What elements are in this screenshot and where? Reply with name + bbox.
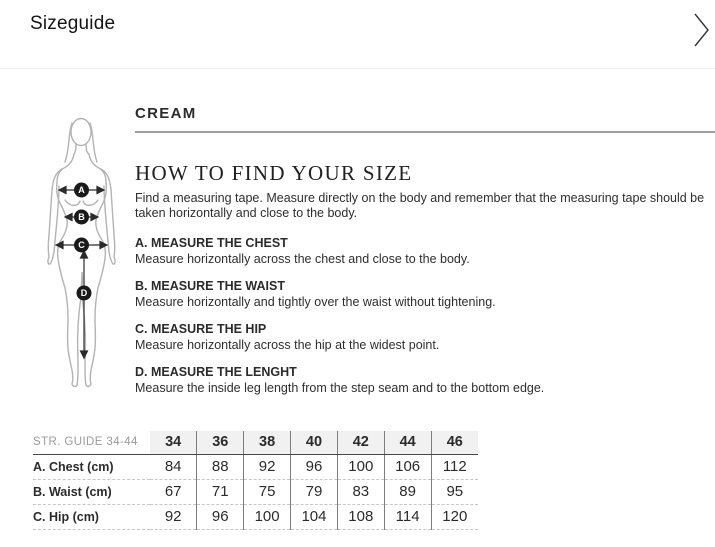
size-cell: 92	[244, 454, 291, 479]
size-cell: 84	[150, 454, 197, 479]
guide-title: HOW TO FIND YOUR SIZE	[135, 161, 413, 185]
table-row-chest	[33, 454, 478, 479]
size-column-header: 46	[431, 431, 478, 454]
size-cell: 67	[150, 479, 197, 504]
section-title: D. MEASURE THE LENGHT	[135, 365, 297, 379]
size-column-header: 34	[150, 431, 197, 454]
size-cell: 83	[337, 479, 384, 504]
size-column-header: 42	[337, 431, 384, 454]
size-column-header: 38	[244, 431, 291, 454]
measure-section-length	[135, 365, 715, 396]
size-table	[33, 431, 478, 530]
section-description: Measure horizontally across the hip at the widest point.	[135, 338, 440, 352]
brand-divider	[135, 131, 715, 133]
marker-d-label: D	[80, 288, 88, 299]
row-label: C. Hip (cm)	[33, 504, 150, 529]
size-table-section	[33, 431, 478, 530]
size-cell: 120	[431, 504, 478, 529]
size-cell: 79	[291, 479, 338, 504]
size-cell: 71	[197, 479, 244, 504]
size-cell: 100	[244, 504, 291, 529]
brand-title: CREAM	[135, 105, 197, 122]
marker-a-label: A	[78, 185, 85, 196]
section-title: A. MEASURE THE CHEST	[135, 236, 288, 250]
size-cell: 75	[244, 479, 291, 504]
size-cell: 92	[150, 504, 197, 529]
section-description: Measure horizontally and tightly over the waist without tightening.	[135, 295, 496, 309]
size-cell: 104	[291, 504, 338, 529]
measure-section-waist	[135, 279, 715, 310]
marker-b-label: B	[78, 212, 85, 223]
measure-section-hip	[135, 322, 715, 353]
marker-c-label: C	[78, 240, 85, 251]
guide-content	[135, 106, 715, 408]
row-label: A. Chest (cm)	[33, 454, 150, 479]
row-label: B. Waist (cm)	[33, 479, 150, 504]
guide-intro: Find a measuring tape. Measure directly on the body and remember that the measuring tape should be taken horizontally and close to the body.	[135, 191, 705, 220]
size-table-header-row	[33, 431, 478, 454]
length-arrow	[81, 251, 88, 358]
size-cell: 88	[197, 454, 244, 479]
body-measurement-figure	[37, 110, 129, 388]
table-corner-label: STR. GUIDE 34-44	[33, 431, 150, 454]
size-cell: 106	[384, 454, 431, 479]
size-column-header: 44	[384, 431, 431, 454]
chevron-right-icon[interactable]	[691, 11, 713, 49]
section-description: Measure horizontally across the chest and close to the body.	[135, 252, 470, 266]
size-column-header: 40	[291, 431, 338, 454]
header-divider	[0, 68, 715, 69]
size-column-header: 36	[197, 431, 244, 454]
size-cell: 89	[384, 479, 431, 504]
size-cell: 108	[337, 504, 384, 529]
table-row-hip	[33, 504, 478, 529]
size-cell: 95	[431, 479, 478, 504]
page-title: Sizeguide	[30, 13, 116, 34]
section-title: B. MEASURE THE WAIST	[135, 279, 286, 293]
table-row-waist	[33, 479, 478, 504]
measure-section-chest	[135, 236, 715, 267]
section-description: Measure the inside leg length from the step seam and to the bottom edge.	[135, 381, 545, 395]
size-cell: 112	[431, 454, 478, 479]
size-cell: 100	[337, 454, 384, 479]
size-cell: 96	[291, 454, 338, 479]
section-title: C. MEASURE THE HIP	[135, 322, 267, 336]
size-cell: 114	[384, 504, 431, 529]
size-cell: 96	[197, 504, 244, 529]
